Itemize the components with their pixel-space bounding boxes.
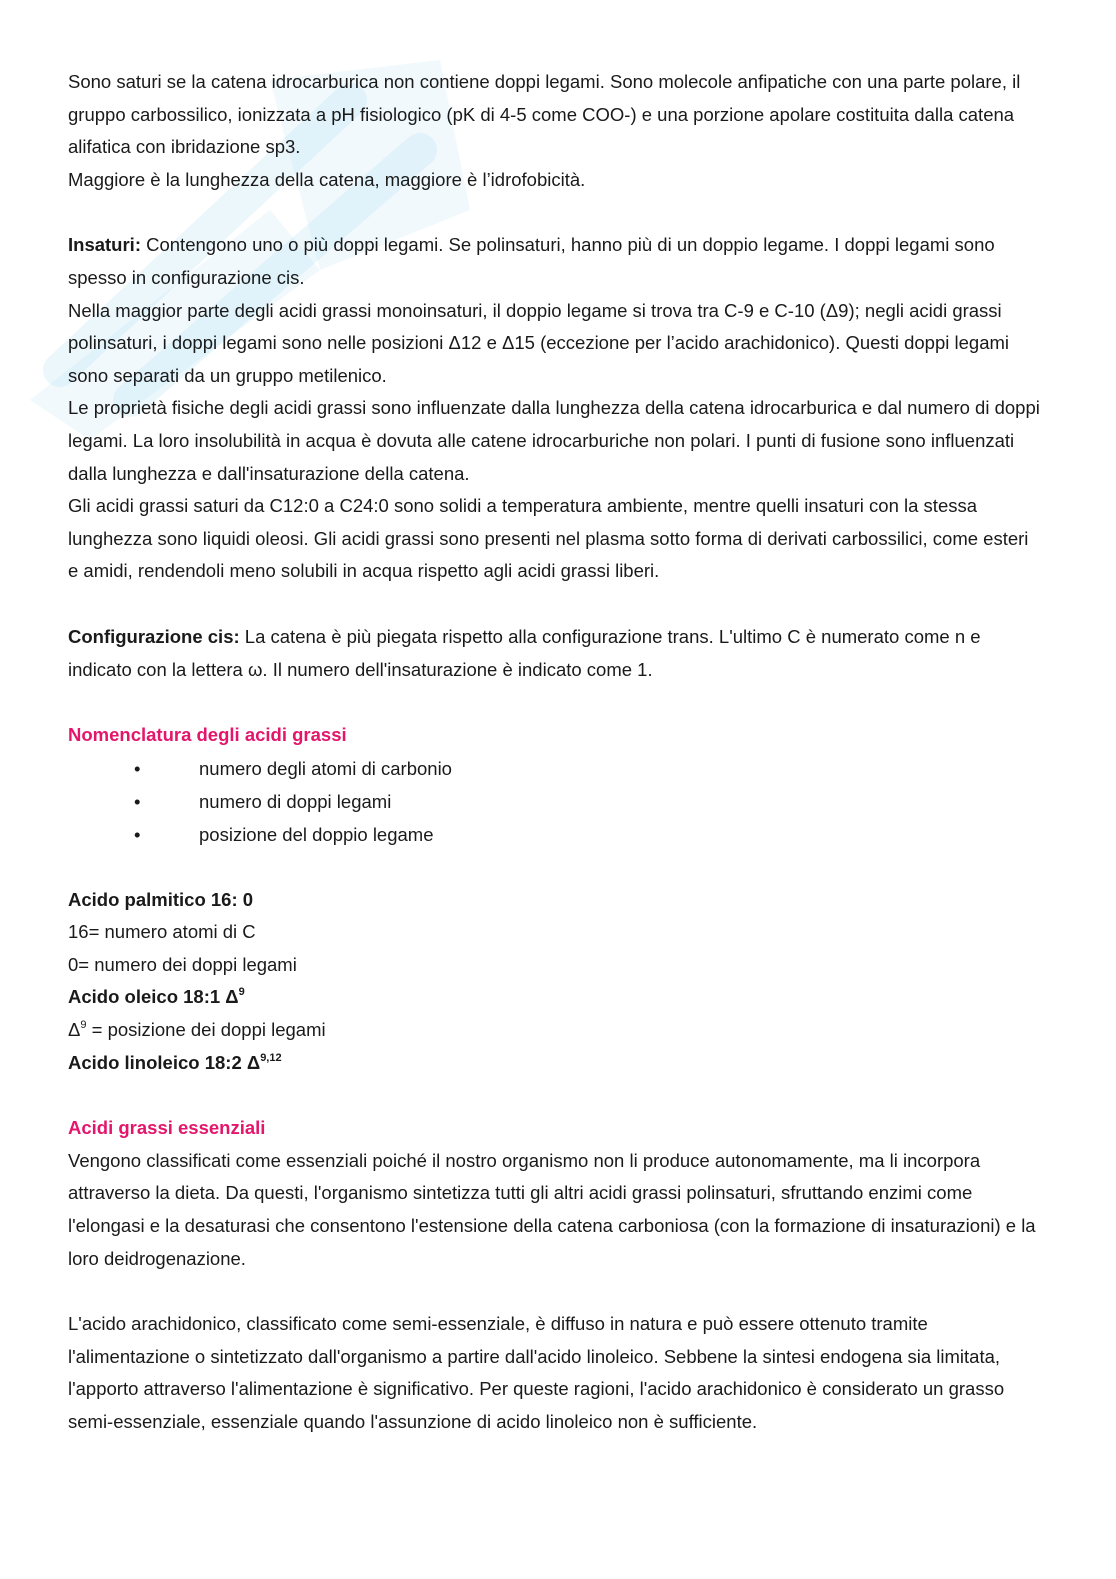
essenziali-paragraph-2: L'acido arachidonico, classificato come semi-essenziale, è diffuso in natura e può essere ottenuto tramite l'alimentazione o sintetizzato dall'organismo a partire dall'acido linoleico. Sebbene la sintesi endogena sia limitata, l'apporto attraverso l'alimentazione è significativo. Per queste ragioni, l'acido arachidonico è considerato un grasso semi-essenziale, essenziale quando l'assunzione di acido linoleico non è sufficiente. — [68, 1313, 1005, 1432]
nomenclatura-list — [68, 752, 1043, 851]
example-oleico: Acido oleico 18:1 $\Delta^9$ — [68, 986, 245, 1008]
essenziali-heading: Acidi grassi essenziali — [68, 1117, 266, 1139]
insaturi-paragraph-2: Nella maggior parte degli acidi grassi monoinsaturi, il doppio legame si trova tra C-9 e C-10 (Δ9); negli acidi grassi polinsaturi, i doppi legami sono nelle posizioni Δ12 e Δ15 (eccezione per l’acido arachidonico). Questi doppi legami sono separati da un gruppo metilenico. — [68, 299, 1010, 386]
insaturi-text: Contengono uno o più doppi legami. Se polinsaturi, hanno più di un doppio legame. I doppi legami sono spesso in configurazione cis. — [68, 234, 995, 288]
bullet-icon: • — [134, 823, 141, 845]
insaturi-label: Insaturi: — [68, 234, 141, 256]
document-page — [68, 66, 1043, 1439]
cis-text: La catena è più piegata rispetto alla configurazione trans. L'ultimo C è numerato come n e indicato con la lettera ω. Il numero dell'insaturazione è indicato come 1. — [68, 625, 981, 680]
intro-paragraph-2: Maggiore è la lunghezza della catena, maggiore è l’idrofobicità. — [68, 168, 586, 190]
list-item: • numero degli atomi di carbonio — [68, 752, 1043, 785]
cis-paragraph — [68, 621, 1043, 686]
cis-label: Configurazione cis: — [68, 625, 240, 647]
example-delta: $\Delta^9$ = posizione dei doppi legami — [68, 1019, 326, 1041]
list-item: • posizione del doppio legame — [68, 818, 1043, 851]
insaturi-paragraph-4: Gli acidi grassi saturi da C12:0 a C24:0 sono solidi a temperatura ambiente, mentre quelli insaturi con la stessa lunghezza sono liquidi oleosi. Gli acidi grassi sono presenti nel plasma sotto forma di derivati carbossilici, come esteri e amidi, rendendoli meno solubili in acqua rispetto agli acidi grassi liberi. — [68, 495, 1029, 582]
intro-paragraph: Sono saturi se la catena idrocarburica non contiene doppi legami. Sono molecole anfipatiche con una parte polare, il gruppo carbossilico, ionizzata a pH fisiologico (pK di 4-5 come COO-) e una porzione apolare costituita dalla catena alifatica con ibridazione sp3. — [68, 71, 1021, 158]
bullet-icon: • — [134, 757, 141, 779]
example-palmitico: Acido palmitico 16: 0 — [68, 888, 254, 910]
nomenclatura-heading: Nomenclatura degli acidi grassi — [68, 724, 347, 746]
example-line-16: 16= numero atomi di C — [68, 921, 256, 943]
list-item: • numero di doppi legami — [68, 785, 1043, 818]
insaturi-paragraph — [68, 229, 1043, 294]
insaturi-paragraph-3: Le proprietà fisiche degli acidi grassi sono influenzate dalla lunghezza della catena idrocarburica e dal numero di doppi legami. La loro insolubilità in acqua è dovuta alle catene idrocarburiche non polari. I punti di fusione sono influenzati dalla lunghezza e dall'insaturazione della catena. — [68, 397, 1040, 484]
essenziali-paragraph: Vengono classificati come essenziali poiché il nostro organismo non li produce autonomamente, ma li incorpora attraverso la dieta. Da questi, l'organismo sintetizza tutti gli altri acidi grassi polinsaturi, sfruttando enzimi come l'elongasi e la desaturasi che consentono l'estensione della catena carboniosa (con la formazione di insaturazioni) e la loro deidrogenazione. — [68, 1149, 1036, 1269]
example-line-0: 0= numero dei doppi legami — [68, 953, 297, 975]
example-linoleico: Acido linoleico 18:2 Δ$^{9,12}$ — [68, 1051, 282, 1073]
bullet-icon: • — [134, 790, 141, 812]
